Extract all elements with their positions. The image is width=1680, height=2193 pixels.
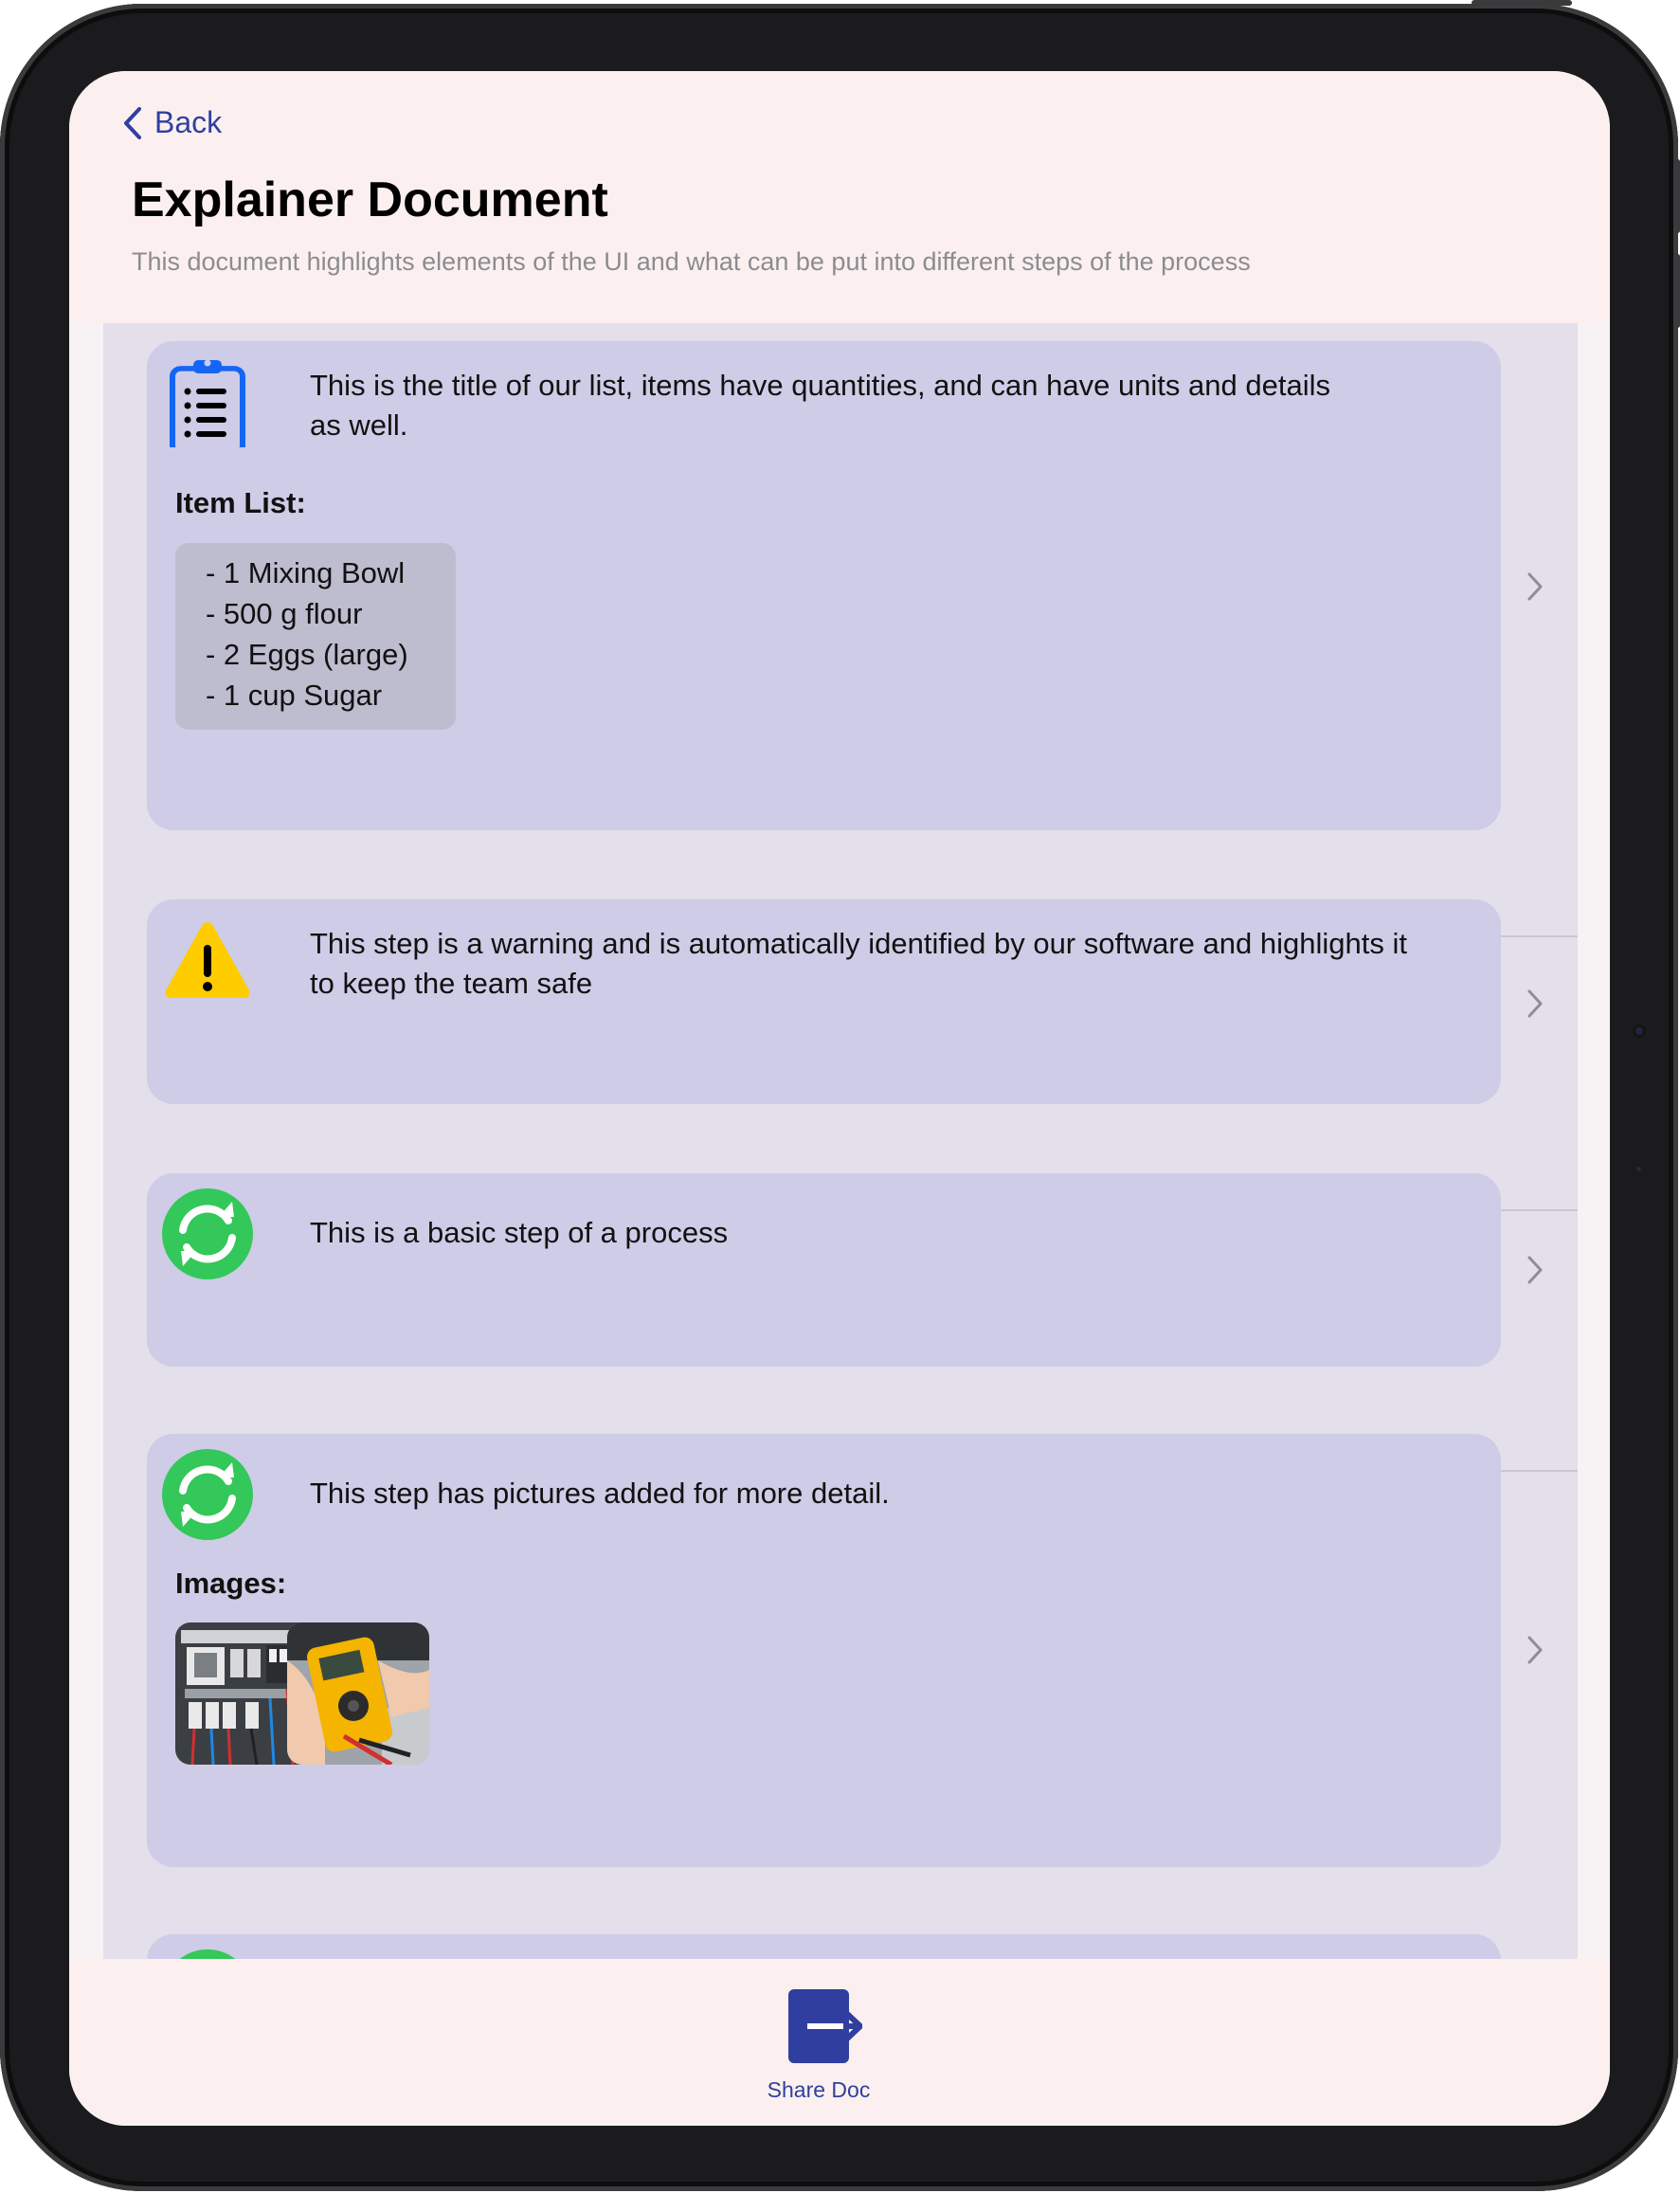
back-button[interactable] <box>122 105 222 140</box>
refresh-cycle-icon <box>162 1949 253 1959</box>
header <box>69 71 1610 323</box>
bottom-toolbar <box>69 1959 1610 2126</box>
step-card-images[interactable] <box>147 1434 1501 1867</box>
refresh-cycle-icon <box>162 1449 253 1540</box>
chevron-right-icon <box>1526 571 1545 603</box>
volume-down-button <box>1675 254 1680 328</box>
steps-list[interactable] <box>103 323 1578 1959</box>
step-text-line: This step is a warning and is automatically identified by our software and highlights it <box>310 927 1407 960</box>
list-item: - 1 Mixing Bowl <box>206 556 406 589</box>
step-text-line: This is the title of our list, items have quantities, and can have units and details <box>310 369 1330 402</box>
step-text-line: to keep the team safe <box>310 967 593 1000</box>
top-button <box>1472 0 1572 6</box>
share-doc-label: Share Doc <box>767 2077 871 2102</box>
chevron-left-icon <box>122 106 143 140</box>
chevron-right-icon <box>1526 1254 1545 1286</box>
step-text <box>310 924 1407 1004</box>
list-item: - 1 cup Sugar <box>206 679 383 712</box>
step-card-next[interactable] <box>147 1934 1501 1959</box>
multimeter-photo[interactable] <box>287 1622 429 1765</box>
back-label: Back <box>154 105 223 139</box>
chevron-right-icon <box>1526 988 1545 1020</box>
step-text-line: as well. <box>310 408 408 442</box>
step-text <box>310 366 1330 445</box>
warning-icon <box>162 915 253 1006</box>
item-list <box>175 543 456 730</box>
clipboard-list-icon <box>162 356 253 447</box>
volume-up-button <box>1675 159 1680 233</box>
camera <box>1635 1027 1643 1035</box>
step-card-item-list[interactable] <box>147 341 1501 830</box>
chevron-right-icon <box>1526 1634 1545 1666</box>
step-card-basic[interactable] <box>147 1173 1501 1367</box>
step-text: This is a basic step of a process <box>310 1216 729 1249</box>
app-screen <box>69 71 1610 2126</box>
share-doc-button[interactable] <box>762 1987 876 2103</box>
list-item: - 500 g flour <box>206 597 363 630</box>
images-label: Images: <box>175 1567 287 1600</box>
page-title: Explainer Document <box>132 172 608 227</box>
page-subtitle: This document highlights elements of the UI and what can be put into different steps of the process <box>132 247 1251 276</box>
step-card-warning[interactable] <box>147 899 1501 1104</box>
share-exit-icon <box>775 1987 862 2067</box>
list-item: - 2 Eggs (large) <box>206 638 408 671</box>
step-text: This step has pictures added for more detail. <box>310 1477 890 1510</box>
sensor <box>1636 1167 1641 1171</box>
item-list-label: Item List: <box>175 486 306 519</box>
refresh-cycle-icon <box>162 1188 253 1279</box>
